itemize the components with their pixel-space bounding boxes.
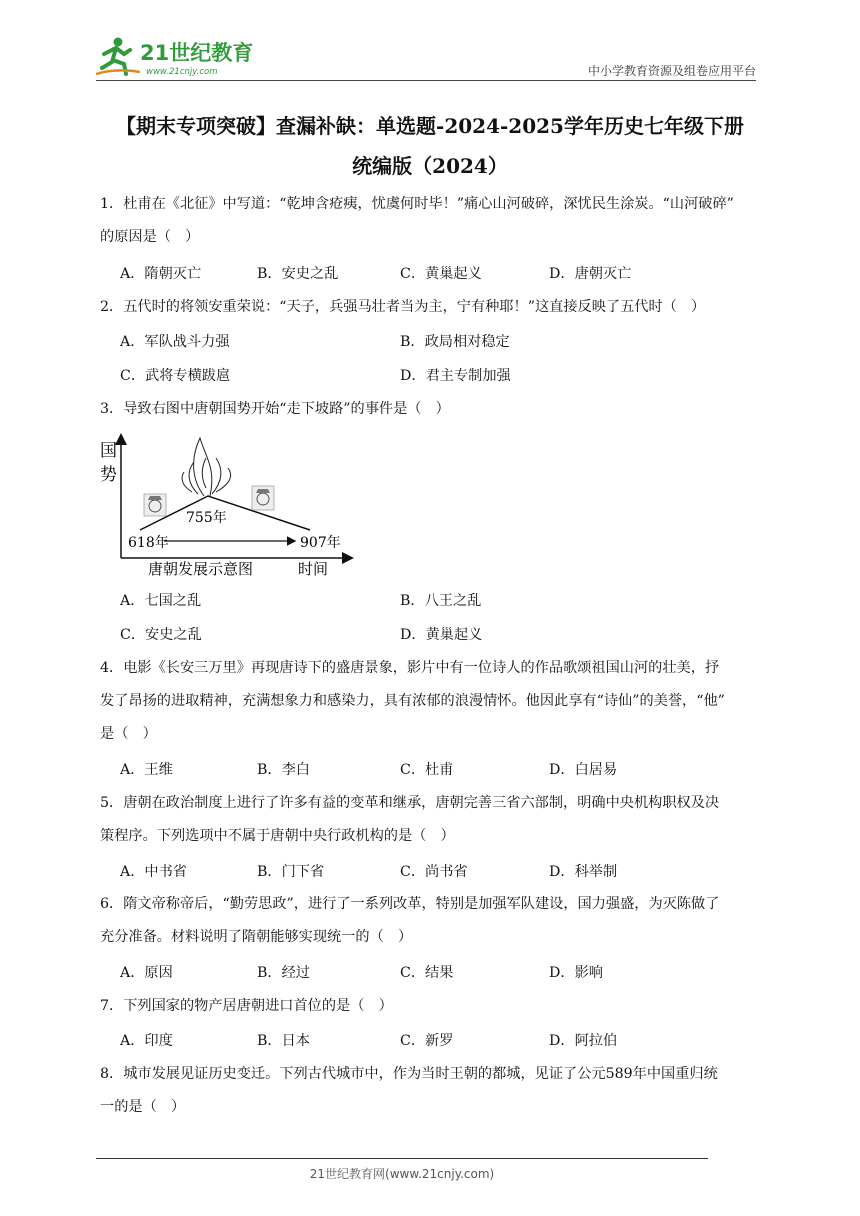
- question-text: 是（ ）: [100, 726, 157, 742]
- options-q2-row2: [120, 365, 760, 389]
- question-8: [100, 1058, 766, 1124]
- options-q2-row1: [120, 331, 760, 355]
- option-c[interactable]: C．武将专横跋扈: [120, 368, 231, 384]
- question-3: [100, 393, 766, 426]
- option-a[interactable]: A．军队战斗力强: [120, 334, 230, 350]
- options-q1: [120, 263, 760, 287]
- option-b[interactable]: B．八王之乱: [400, 593, 482, 609]
- options-q5: [120, 861, 760, 885]
- options-q6: [120, 962, 760, 986]
- x-axis-label: 时间: [298, 560, 329, 578]
- smoke-icon: [182, 438, 231, 496]
- option-c[interactable]: C．安史之乱: [120, 627, 202, 643]
- page-title-line1: 【期末专项突破】查漏补缺：单选题-2024-2025学年历史七年级下册: [116, 114, 744, 138]
- figure-caption: 唐朝发展示意图: [148, 560, 254, 578]
- option-b[interactable]: B．李白: [257, 762, 310, 778]
- question-text: 策程序。下列选项中不属于唐朝中央行政机构的是（ ）: [100, 828, 455, 844]
- option-b[interactable]: B．安史之乱: [257, 266, 339, 282]
- option-b[interactable]: B．日本: [257, 1033, 310, 1049]
- option-d[interactable]: D．白居易: [549, 762, 618, 778]
- question-1: [100, 188, 766, 254]
- emperor-portrait-icon: [252, 486, 274, 510]
- option-c[interactable]: C．尚书省: [400, 864, 468, 880]
- footer-divider: [96, 1158, 708, 1159]
- options-q3-row2: [120, 624, 760, 648]
- option-d[interactable]: D．影响: [549, 965, 603, 981]
- option-a[interactable]: A．中书省: [120, 864, 187, 880]
- option-d[interactable]: D．唐朝灭亡: [549, 266, 632, 282]
- question-text: 一的是（ ）: [100, 1099, 186, 1115]
- question-text: 3．导致右图中唐朝国势开始“走下坡路”的事件是（ ）: [100, 401, 450, 417]
- question-text: 7．下列国家的物产居唐朝进口首位的是（ ）: [100, 998, 393, 1014]
- header-slogan: 中小学教育资源及组卷应用平台: [587, 64, 756, 78]
- option-a[interactable]: A．七国之乱: [120, 593, 202, 609]
- option-c[interactable]: C．黄巢起义: [400, 266, 482, 282]
- question-text: 充分准备。材料说明了隋朝能够实现统一的（ ）: [100, 929, 413, 945]
- question-text: 发了昂扬的进取精神，充满想象力和感染力，具有浓郁的浪漫情怀。他因此享有“诗仙”的美誉，“他”: [100, 693, 725, 709]
- option-a[interactable]: A．王维: [120, 762, 173, 778]
- question-text: 6．隋文帝称帝后，“勤劳思政”，进行了一系列改革，特别是加强军队建设，国力强盛，为灭陈做了: [100, 896, 720, 912]
- site-logo: [96, 34, 256, 78]
- question-6: [100, 888, 766, 954]
- logo-text: 21世纪教育: [140, 41, 254, 65]
- y-label-2: 势: [100, 465, 117, 485]
- emperor-portrait-icon: [144, 494, 166, 516]
- start-year-label: 618年: [128, 535, 169, 551]
- options-q4: [120, 759, 760, 783]
- option-c[interactable]: C．杜甫: [400, 762, 454, 778]
- question-text: 4．电影《长安三万里》再现唐诗下的盛唐景象，影片中有一位诗人的作品歌颂祖国山河的壮美，抒: [100, 660, 720, 676]
- question-7: [100, 990, 766, 1023]
- question-5: [100, 787, 766, 853]
- runner-icon: [96, 38, 140, 75]
- option-d[interactable]: D．黄巢起义: [400, 627, 483, 643]
- options-q7: [120, 1030, 760, 1054]
- logo-url: www.21cnjy.com: [146, 67, 218, 77]
- y-label-1: 国: [100, 441, 117, 461]
- option-c[interactable]: C．新罗: [400, 1033, 454, 1049]
- option-b[interactable]: B．门下省: [257, 864, 325, 880]
- header-divider: [96, 80, 756, 81]
- question-text: 5．唐朝在政治制度上进行了许多有益的变革和继承，唐朝完善三省六部制，明确中央机构职权及决: [100, 795, 720, 811]
- option-a[interactable]: A．隋朝灭亡: [120, 266, 202, 282]
- option-b[interactable]: B．经过: [257, 965, 310, 981]
- footer-text[interactable]: 21世纪教育网(www.21cnjy.com): [309, 1167, 495, 1181]
- options-q3-row1: [120, 590, 760, 614]
- question-2: [100, 291, 766, 324]
- option-b[interactable]: B．政局相对稳定: [400, 334, 510, 350]
- peak-year-label: 755年: [186, 510, 227, 526]
- option-a[interactable]: A．原因: [120, 965, 173, 981]
- page-title-line2: 统编版（2024）: [352, 154, 508, 178]
- option-d[interactable]: D．科举制: [549, 864, 618, 880]
- question-text: 2．五代时的将领安重荣说：“天子，兵强马壮者当为主，宁有种耶！”这直接反映了五代时（ ）: [100, 299, 706, 315]
- question-text: 8．城市发展见证历史变迁。下列古代城市中，作为当时王朝的都城，见证了公元589年中国重归统: [100, 1066, 718, 1082]
- option-a[interactable]: A．印度: [120, 1033, 173, 1049]
- question-text: 的原因是（ ）: [100, 229, 200, 245]
- end-year-label: 907年: [300, 535, 341, 551]
- tang-dynasty-diagram: [96, 428, 356, 580]
- option-d[interactable]: D．君主专制加强: [400, 368, 511, 384]
- question-text: 1．杜甫在《北征》中写道：“乾坤含疮痍，忧虞何时毕！”痛心山河破碎，深忧民生涂炭。“山河破碎”: [100, 196, 734, 212]
- option-c[interactable]: C．结果: [400, 965, 454, 981]
- option-d[interactable]: D．阿拉伯: [549, 1033, 618, 1049]
- question-4: [100, 652, 766, 751]
